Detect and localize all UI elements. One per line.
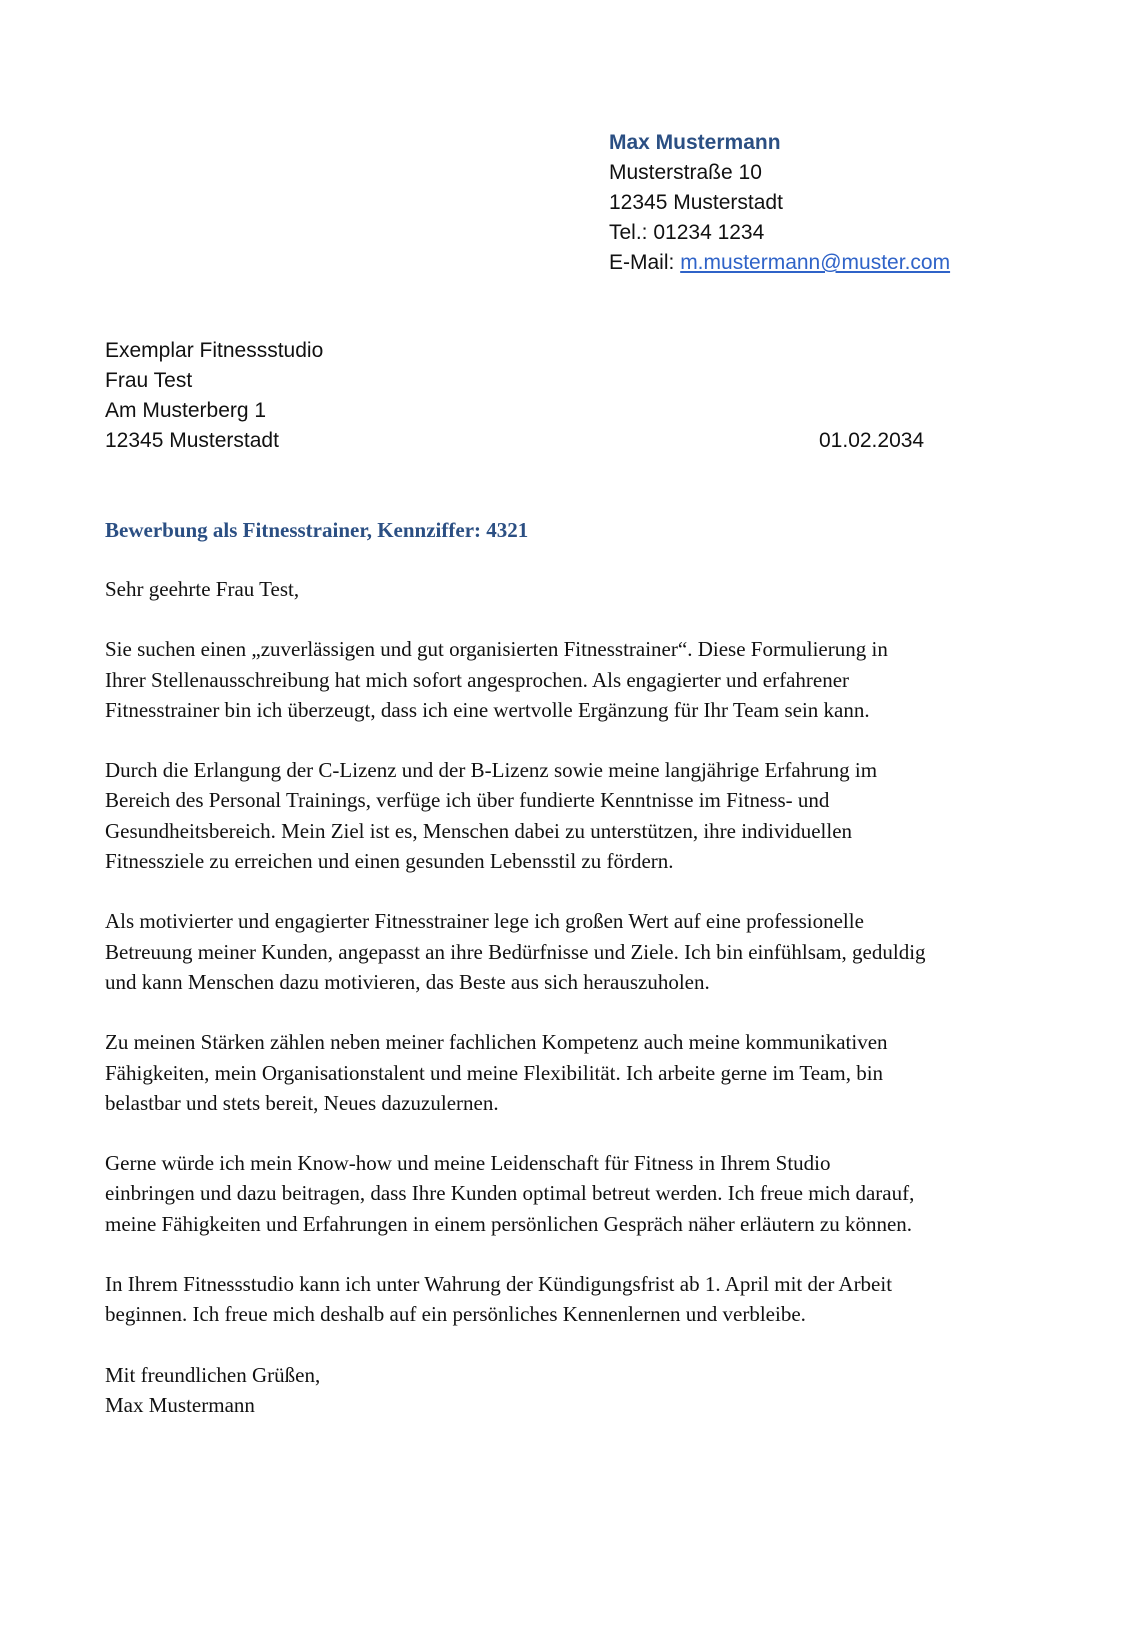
- body-paragraph: Durch die Erlangung der C-Lizenz und der B-Lizenz sowie meine langjährige Erfahrung im Bereich des Personal Trainings, verfüge ich über fundierte Kenntnisse im Fitness- und Gesundheitsbereich. Mein Ziel ist es, Menschen dabei zu unterstützen, ihre individuellen Fitnessziele zu erreichen und einen gesunden Lebensstil zu fördern.: [105, 758, 878, 874]
- sender-email-line: [609, 248, 950, 278]
- letter-date: 01.02.2034: [819, 429, 925, 452]
- body-paragraph: Zu meinen Stärken zählen neben meiner fachlichen Kompetenz auch meine kommunikativen Fähigkeiten, mein Organisationstalent und meine Flexibilität. Ich arbeite gerne im Team, bin belastbar und stets bereit, Neues dazuzulernen.: [105, 1030, 888, 1115]
- sender-name: Max Mustermann: [609, 131, 781, 154]
- closing-greeting: Mit freundlichen Grüßen,: [105, 1362, 321, 1387]
- sender-block: [609, 128, 950, 278]
- recipient-block: [105, 336, 323, 456]
- recipient-street: Am Musterberg 1: [105, 399, 267, 422]
- body-paragraph: Sie suchen einen „zuverlässigen und gut organisierten Fitnesstrainer“. Diese Formulierung in Ihrer Stellenausschreibung hat mich sofort angesprochen. Als engagierter und erfahrener Fitnesstrainer bin ich überzeugt, dass ich eine wertvolle Ergänzung für Ihr Team sein kann.: [105, 637, 888, 722]
- recipient-contact: Frau Test: [105, 369, 193, 392]
- letter-body: [105, 574, 1040, 1420]
- sender-email-link[interactable]: m.mustermann@muster.com: [680, 251, 951, 274]
- recipient-company: Exemplar Fitnessstudio: [105, 339, 324, 362]
- closing-block: [105, 1360, 1040, 1421]
- body-paragraph: Gerne würde ich mein Know-how und meine Leidenschaft für Fitness in Ihrem Studio einbringen und dazu beitragen, dass Ihre Kunden optimal betreut werden. Ich freue mich darauf, meine Fähigkeiten und Erfahrungen in einem persönlichen Gespräch näher erläutern zu können.: [105, 1151, 915, 1236]
- sender-city: 12345 Musterstadt: [609, 191, 783, 214]
- subject-line: Bewerbung als Fitnesstrainer, Kennziffer: 4321: [105, 518, 529, 542]
- sender-phone: Tel.: 01234 1234: [609, 221, 765, 244]
- salutation: Sehr geehrte Frau Test,: [105, 577, 300, 601]
- sender-street: Musterstraße 10: [609, 161, 762, 184]
- body-paragraph: Als motivierter und engagierter Fitnesstrainer lege ich großen Wert auf eine professionelle Betreuung meiner Kunden, angepasst an ihre Bedürfnisse und Ziele. Ich bin einfühlsam, geduldig und kann Menschen dazu motivieren, das Beste aus sich herauszuholen.: [105, 909, 926, 994]
- signature-name: Max Mustermann: [105, 1392, 255, 1417]
- sender-email-label: E-Mail:: [609, 251, 681, 274]
- recipient-city: 12345 Musterstadt: [105, 429, 279, 452]
- body-paragraph: In Ihrem Fitnessstudio kann ich unter Wahrung der Kündigungsfrist ab 1. April mit der Arbeit beginnen. Ich freue mich deshalb auf ein persönliches Kennenlernen und verbleibe.: [105, 1272, 893, 1327]
